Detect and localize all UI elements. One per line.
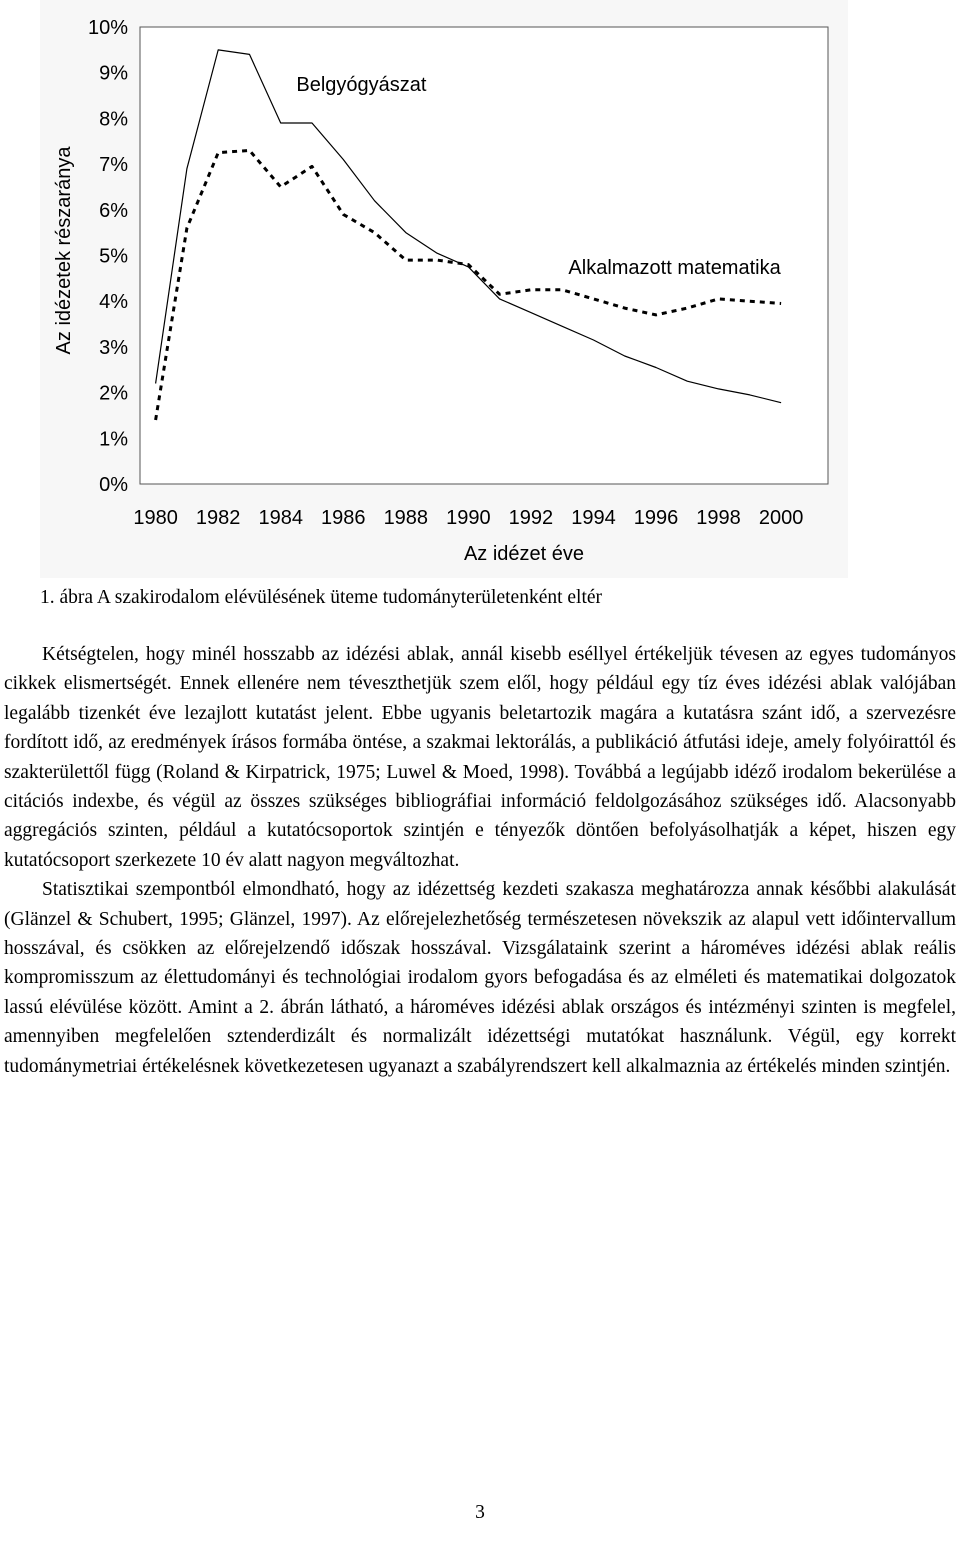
y-tick-label: 2% [99,382,128,405]
citation-share-chart [40,0,848,578]
y-axis-ticks [88,17,128,496]
x-tick-label: 1992 [508,507,554,529]
y-tick-label: 10% [87,17,128,39]
y-tick-label: 1% [99,428,128,451]
paragraph: Kétségtelen, hogy minél hosszabb az idézési ablak, annál kisebb eséllyel értékeljük tévesen az egyes tudományos cikkek elismertségét. Ennek ellenére nem téveszthetjük szem elől, hogy például egy tíz éves idézési ablak valójában legalább tizenkét éve lezajlott kutatást jelent. Ebbe ugyanis beletartozik magára a kutatásra szánt idő, a szervezésre fordított idő, az eredmények írásos formába öntése, a szakmai lektorálás, a publikáció átfutási ideje, amely folyóirattól és szakterülettől függ (Roland & Kirpatrick, 1975; Luwel & Moed, 1998). Továbbá a legújabb idéző irodalom bekerülése a citációs indexbe, és végül az összes szükséges bibliográfiai információ feldolgozásához szükséges idő. Alacsonyabb aggregációs szinten, például a kutatócsoportok szintjén e tényezők döntően befolyásolhatják a képet, hiszen egy kutatócsoport szerkezete 10 év alatt nagyon megváltozhat. [4,644,956,871]
y-axis-label: Az idézetek részaránya [53,146,75,355]
y-tick-label: 0% [99,474,128,496]
y-tick-label: 6% [99,199,128,222]
page-number: 3 [475,1502,485,1523]
x-tick-label: 1996 [633,507,679,529]
x-tick-label: 1988 [383,507,429,529]
x-tick-label: 1986 [321,507,366,529]
series-annotation: Belgyógyászat [296,73,427,96]
chart-canvas [40,0,848,578]
body-text [4,640,956,1081]
figure-caption: 1. ábra A szakirodalom elévülésének üteme tudományterületenként eltér [40,587,603,608]
x-tick-label: 1984 [258,507,303,529]
y-tick-label: 8% [99,108,128,131]
y-tick-label: 5% [99,245,128,268]
paragraph: Statisztikai szempontból elmondható, hogy az idézettség kezdeti szakasza meghatározza annak későbbi alakulását (Glänzel & Schubert, 1995; Glänzel, 1997). Az előrejelezhetőség természetesen növekszik az alapul vett időintervallum hosszával, és csökken az előrejelzendő időszak hosszával. Vizsgálataink szerint a hároméves idézési ablak reális kompromisszum az élettudományi és technológiai irodalom gyors befogadása és az elméleti és matematikai dolgozatok lassú elévülése között. Amint a 2. ábrán látható, a hároméves idézési ablak országos és intézményi szinten is megfelel, amennyiben megfelelően sztenderdizált és normalizált idézettségi mutatókat használunk. Végül, egy korrekt tudománymetriai értékelésnek következetesen ugyanazt a szabályrendszert kell alkalmaznia az értékelés minden szintjén. [4,879,956,1077]
x-axis-ticks [133,507,803,529]
x-tick-label: 1994 [571,507,616,529]
x-tick-label: 1982 [195,507,241,529]
series-annotation: Alkalmazott matematika [568,256,781,279]
plot-area [140,27,828,484]
x-axis-label: Az idézet éve [463,543,585,565]
y-tick-label: 7% [99,154,128,177]
x-tick-label: 1980 [133,507,178,529]
x-tick-label: 2000 [758,507,804,529]
y-tick-label: 9% [99,62,128,85]
x-tick-label: 1990 [446,507,491,529]
y-tick-label: 4% [99,291,128,314]
y-tick-label: 3% [99,336,128,359]
x-tick-label: 1998 [696,507,741,529]
